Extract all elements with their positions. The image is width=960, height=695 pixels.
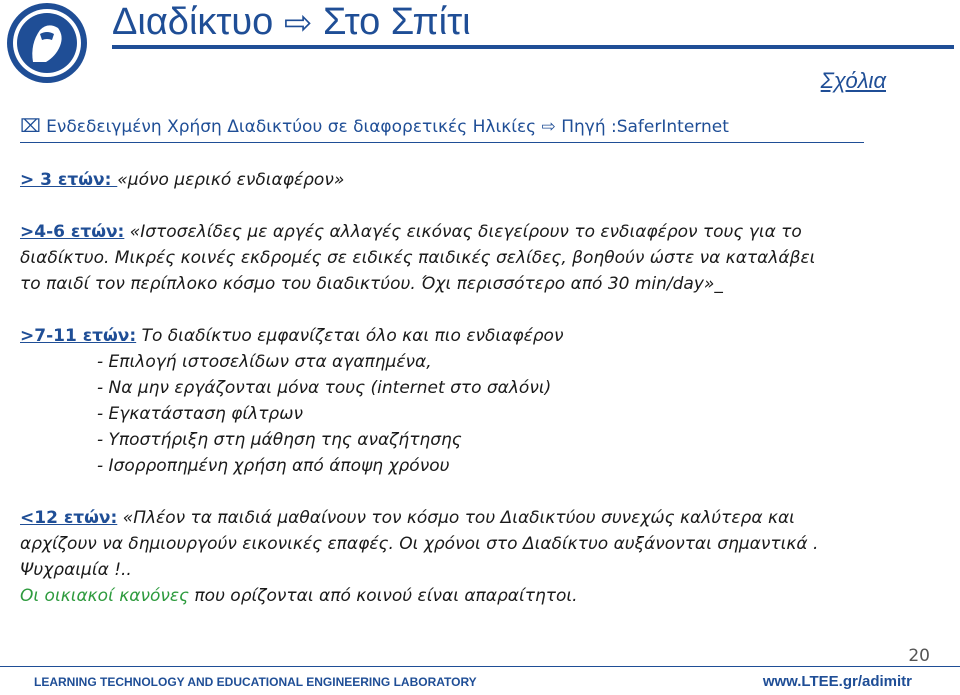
text-line: που ορίζονται από κοινού είναι απαραίτητοι. — [189, 586, 578, 606]
text-line: το παιδί τον περίπλοκο κόσμο του διαδικτύου. Όχι περισσότερο από 30 min/day»_ — [20, 274, 723, 294]
age-label: <12 ετών: — [20, 508, 118, 528]
home-rules-highlight: Οι οικιακοί κανόνες — [20, 586, 190, 606]
tips-list — [97, 349, 563, 479]
university-seal-logo — [0, 0, 98, 86]
arrow-right-icon: ⇨ — [541, 117, 556, 137]
footer-url[interactable]: www.LTEE.gr/adimitr — [762, 673, 912, 690]
arrow-right-icon: ⇨ — [283, 4, 313, 42]
title-part-internet: Διαδίκτυο — [112, 1, 274, 43]
age-section-12 — [20, 505, 818, 609]
delete-box-icon: ⌧ — [20, 116, 41, 137]
list-item: - Να μην εργάζονται μόνα τους (internet στο σαλόνι) — [97, 378, 552, 398]
text-line: «Ιστοσελίδες με αργές αλλαγές εικόνας διεγείρουν το ενδιαφέρον τους για το — [124, 222, 802, 242]
slide-title — [112, 0, 471, 45]
age-label: >4-6 ετών: — [20, 222, 125, 242]
section-heading — [20, 116, 864, 143]
footer-lab-name: LEARNING TECHNOLOGY AND EDUCATIONAL ENGINEERING LABORATORY — [34, 675, 477, 689]
age-section-7-11 — [20, 323, 563, 479]
comments-link[interactable]: Σχόλια — [820, 68, 886, 93]
section-intro: Το διαδίκτυο εμφανίζεται όλο και πιο ενδιαφέρον — [136, 326, 564, 346]
list-item: - Ισορροπημένη χρήση από άποψη χρόνου — [97, 456, 450, 476]
age-label: >7-11 ετών: — [20, 326, 137, 346]
page-number: 20 — [908, 646, 930, 666]
age-section-3 — [20, 167, 344, 193]
title-underline-bar — [112, 45, 954, 49]
list-item: - Εγκατάσταση φίλτρων — [97, 404, 303, 424]
title-part-home: Στο Σπίτι — [322, 1, 471, 43]
text-line: Ψυχραιμία !.. — [20, 560, 132, 580]
text-line: «Πλέον τα παιδιά μαθαίνουν τον κόσμο του Διαδικτύου συνεχώς καλύτερα και — [117, 508, 795, 528]
age-description: «μόνο μερικό ενδιαφέρον» — [117, 170, 345, 190]
heading-source: Πηγή :SaferInternet — [561, 117, 729, 137]
text-line: αρχίζουν να δημιουργούν εικονικές επαφές. Οι χρόνοι στο Διαδίκτυο αυξάνονται σημαντικά . — [20, 534, 819, 554]
list-item: - Επιλογή ιστοσελίδων στα αγαπημένα, — [97, 352, 432, 372]
age-label: > 3 ετών: — [20, 170, 118, 190]
list-item: - Υποστήριξη στη μάθηση της αναζήτησης — [97, 430, 462, 450]
age-section-4-6 — [20, 219, 815, 297]
heading-text: Ενδεδειγμένη Χρήση Διαδικτύου σε διαφορετικές Ηλικίες — [46, 117, 537, 137]
text-line: διαδίκτυο. Μικρές κοινές εκδρομές σε ειδικές παιδικές σελίδες, βοηθούν ώστε να καταλάβει — [20, 248, 816, 268]
footer-divider — [0, 666, 960, 667]
